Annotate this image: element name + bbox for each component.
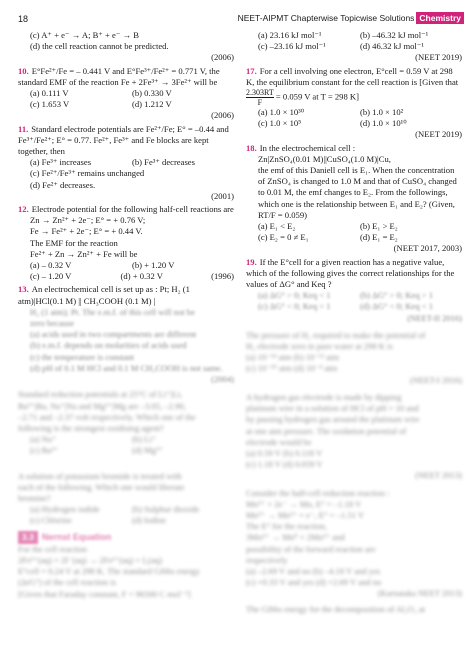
option-c: (c) Chlorine xyxy=(30,515,72,526)
question-number: 19. xyxy=(246,256,257,267)
question-19 xyxy=(246,257,462,291)
blurred-block xyxy=(246,290,462,324)
question-10 xyxy=(18,66,234,88)
section-title: Nernst Equation xyxy=(41,531,112,542)
blurred-line: The Gibbs energy for the decomposition of Al₂O₃ at xyxy=(246,603,426,614)
fraction-numerator: 2.303RT xyxy=(246,88,274,98)
blurred-line: following is the strongest oxidising agent? xyxy=(18,422,164,433)
blurred-line: at one atm pressure. The oxidation potential of xyxy=(246,425,407,436)
reaction-line: Zn → Zn²⁺ + 2e⁻; E° = + 0.76 V; xyxy=(30,215,146,226)
blurred-line: (a) acids used in two compartments are different xyxy=(30,329,197,340)
year-tag: (2006) xyxy=(211,52,234,63)
blurred-line: electrode would be xyxy=(246,436,312,447)
blurred-question-21 xyxy=(246,392,462,482)
blurred-line: 2Fe³⁺(aq) + 2I⁻(aq) → 2Fe²⁺(aq) + I₂(aq) xyxy=(18,554,163,565)
year-tag: (NEET 2019) xyxy=(415,52,462,63)
blurred-line: (a) 0.59 V (b) 0.118 V xyxy=(246,447,323,458)
option-b: (b) 1.0 × 10² xyxy=(360,107,404,118)
option-b: (b) Li⁺ xyxy=(132,434,157,445)
year-tag: (2001) xyxy=(211,190,234,201)
question-text: Standard electrode potentials are Fe²⁺/Fe; E° = –0.44 and Fe³⁺/Fe²⁺; E° = 0.77. Fe²⁺, Fe³⁺ and Fe blocks are kept together, then xyxy=(18,123,229,157)
option-b: (b) + 1.20 V xyxy=(132,260,175,271)
blurred-line: The E° for the reaction, xyxy=(246,521,327,532)
option-a: (a) 23.16 kJ mol⁻¹ xyxy=(258,30,322,40)
option-c: (c) – 1.20 V xyxy=(30,271,72,282)
blurred-line: each of the following. Which one would liberate xyxy=(18,481,185,492)
page-number: 18 xyxy=(18,14,29,24)
option-a: (a) – 0.32 V xyxy=(30,260,72,271)
option-b: (b) E₁ > E₂ xyxy=(360,221,398,232)
blurred-line: bromine? xyxy=(18,492,51,503)
blurred-question-23 xyxy=(246,604,462,615)
year-tag: (Karnataka NEET 2013) xyxy=(377,588,462,599)
option-b: (b) ΔG° > 0; Keq > 1 xyxy=(360,290,434,301)
blurred-question-16 xyxy=(18,544,234,600)
right-column xyxy=(246,30,462,615)
option-d: (d) 1.212 V xyxy=(132,99,172,110)
question-11 xyxy=(18,124,234,158)
blurred-line: [Given that Faraday constant, F = 96500 C mol⁻¹] xyxy=(18,588,191,599)
blurred-line: platinum wire in a solution of HCl of pH = 10 and xyxy=(246,403,419,414)
blurred-line: Mn²⁺ + 2e⁻ → Mn, E° = –1.18 V xyxy=(246,498,362,509)
section-heading xyxy=(18,531,234,544)
question-text-tail: = 0.059 V at T = 298 K] xyxy=(275,91,359,102)
option-a: (a) Fe³⁺ increases xyxy=(30,157,92,168)
option-c: (c) –23.16 kJ mol⁻¹ xyxy=(258,41,326,52)
question-number: 10. xyxy=(18,65,29,76)
blurred-line: (c) 1.18 V (d) 0.059 V xyxy=(246,459,323,470)
option-d: (d) 46.32 kJ mol⁻¹ xyxy=(360,41,424,52)
year-tag: (1996) xyxy=(211,271,235,282)
question-number: 17. xyxy=(246,65,257,76)
option-c: (c) A⁺ + e⁻ → A; B⁺ + e⁻ → B xyxy=(30,30,139,40)
running-header xyxy=(238,12,464,24)
blurred-question-20 xyxy=(246,330,462,386)
blurred-line: H₂ (1 atm); Pt. The e.m.f. of this cell will not be xyxy=(30,306,195,317)
blurred-line: (c) +0.33 V and yes (d) +2.69 V and no xyxy=(246,577,382,588)
option-d: (d) + 0.32 V xyxy=(120,271,163,282)
question-12 xyxy=(18,204,234,215)
option-d: (d) ΔG° < 0; Keq < 1 xyxy=(360,301,434,312)
blurred-line: E°cell = 0.24 V at 298 K. The standard Gibbs energy xyxy=(18,566,200,577)
option-a: (a) E₁ < E₂ xyxy=(258,221,296,232)
blurred-line: possibility of the forward reaction are xyxy=(246,543,376,554)
blurred-line: For the cell reaction xyxy=(18,543,87,554)
fraction xyxy=(246,88,274,107)
blurred-line: Mn²⁺ → Mn³⁺ + e⁻, E° = –1.51 V xyxy=(246,509,365,520)
option-d: (d) the cell reaction cannot be predicted. xyxy=(30,41,169,52)
option-a: (a) ΔG° > 0; Keq < 1 xyxy=(258,290,331,301)
blurred-line: Consider the half-cell reduction reaction : xyxy=(246,487,390,498)
year-tag: (2006) xyxy=(211,110,234,121)
question-number: 11. xyxy=(18,123,29,134)
fraction-denominator: F xyxy=(257,98,263,108)
blurred-line: (a) –2.69 V and no (b) –4.18 V and yes xyxy=(246,565,381,576)
question-number: 13. xyxy=(18,284,29,295)
question-13 xyxy=(18,284,234,306)
option-d: (d) Iodine xyxy=(132,515,167,526)
question-text: If the E°cell for a given reaction has a negative value, which of the following gives the correct relationships for the values of ΔG° and Keq ? xyxy=(246,256,455,290)
year-tag: (NEET-II 2016) xyxy=(407,312,462,323)
reaction-line: Fe → Fe²⁺ + 2e⁻; E° = + 0.44 V. xyxy=(30,226,143,237)
option-b: (b) 0.330 V xyxy=(132,88,172,99)
option-c: (c) Fe²⁺/Fe³⁺ remains unchanged xyxy=(30,168,145,179)
option-c: (c) ΔG° < 0; Keq > 1 xyxy=(258,301,331,312)
blurred-line: 3Mn²⁺ → Mn⁰ + 2Mn³⁺ and xyxy=(246,532,345,543)
option-d: (d) Fe²⁺ decreases. xyxy=(30,179,96,190)
blurred-line: A hydrogen gas electrode is made by dipping xyxy=(246,391,402,402)
option-b: (b) Sulphur dioxide xyxy=(132,504,200,515)
section-number: 3.3 xyxy=(18,531,38,544)
option-a: (a) Hydrogen iodide xyxy=(30,504,100,515)
option-a: (a) 0.111 V xyxy=(30,88,69,99)
blurred-line: A solution of potassium bromide is treated with xyxy=(18,470,182,481)
year-tag: (NEET 2013) xyxy=(415,470,462,481)
blurred-line: H₂ electrode zero in pure water at 298 K is xyxy=(246,341,393,352)
year-tag: (NEET-I 2016) xyxy=(410,374,462,385)
year-tag: (2004) xyxy=(211,374,234,385)
blurred-line: The pressure of H₂ required to make the potential of xyxy=(246,329,426,340)
blurred-line: zero because xyxy=(30,318,75,329)
blurred-line: respectively xyxy=(246,554,288,565)
blurred-line: –2.71 and –2.37 volt respectively. Which one of the xyxy=(18,411,196,422)
option-d: (d) 1.0 × 10¹⁰ xyxy=(360,118,407,129)
option-c: (c) E₂ = 0 ≠ E₁ xyxy=(258,232,309,243)
question-text: For a cell involving one electron, E°cell = 0.59 V at 298 K, the equilibrium constant for the cell reaction is [Given that xyxy=(246,65,459,87)
option-d: (d) E₁ = E₂ xyxy=(360,232,398,243)
blurred-question-14 xyxy=(18,389,234,456)
year-tag: (NEET 2017, 2003) xyxy=(393,243,462,254)
blurred-line: by passing hydrogen gas around the platinum wire xyxy=(246,414,420,425)
blurred-line: (c) the temperature is constant xyxy=(30,351,135,362)
question-number: 18. xyxy=(246,142,257,153)
reaction-line: The EMF for the reaction xyxy=(30,237,118,248)
question-18 xyxy=(246,143,462,154)
option-b: (b) –46.32 kJ mol⁻¹ xyxy=(360,30,429,40)
question-body: the emf of this Daniell cell is E₁. When the concentration of ZnSO₄ is changed to 1.0 M and that of CuSO₄ changed to 0.01 M, the emf changes to E₂. From the followings, which one is the relationship between E₁ and E₂? (Given, RT/F = 0.059) xyxy=(258,165,457,220)
reaction-line: Fe²⁺ + Zn → Zn²⁺ + Fe will be xyxy=(30,248,138,259)
blurred-block xyxy=(18,307,234,385)
blurred-line: (ΔrG°) of the cell reaction is xyxy=(18,577,116,588)
book-title: NEET-AIPMT Chapterwise Topicwise Solutions xyxy=(237,13,415,23)
cell-notation: Zn|ZnSO₄(0.01 M)||CuSO₄(1.0 M)|Cu, xyxy=(258,153,391,164)
year-tag: (NEET 2019) xyxy=(415,129,462,140)
blurred-question-15 xyxy=(18,471,234,527)
option-c: (c) Ba²⁺ xyxy=(30,445,59,456)
question-17 xyxy=(246,66,462,107)
question-text: An electrochemical cell is set up as : Pt; H₂ (1 atm)|HCl(0.1 M) || CH₃COOH (0.1 M) | xyxy=(18,284,190,306)
question-text: Electrode potential for the following half-cell reactions are xyxy=(31,204,234,215)
blurred-line: (c) 10⁻¹⁰ atm (d) 10⁻⁴ atm xyxy=(246,363,338,374)
question-number: 12. xyxy=(18,204,29,215)
question-text: E°Fe²⁺/Fe = – 0.441 V and E°Fe³⁺/Fe²⁺ = 0.771 V, the standard EMF of the reaction Fe + 2Fe³⁺ → 3Fe²⁺ will be xyxy=(18,65,220,87)
option-c: (c) 1.653 V xyxy=(30,99,70,110)
option-a: (a) 1.0 × 10³⁰ xyxy=(258,107,305,118)
option-a: (a) Na⁺ xyxy=(30,434,57,445)
option-d: (d) Mg²⁺ xyxy=(132,445,164,456)
blurred-line: Ba²⁺|Ba, Na⁺|Na and Mg²⁺|Mg are –3.05, –2.90, xyxy=(18,400,186,411)
blurred-line: Standard reduction potentials at 25°C of Li⁺|Li, xyxy=(18,389,183,400)
option-c: (c) 1.0 × 10⁵ xyxy=(258,118,302,129)
option-b: (b) Fe³⁺ decreases xyxy=(132,157,195,168)
question-text: In the electrochemical cell : xyxy=(259,142,356,153)
left-column xyxy=(18,30,234,600)
subject-badge: Chemistry xyxy=(416,12,464,24)
blurred-line: (d) pH of 0.1 M HCl and 0.1 M CH₃COOH is not same. xyxy=(30,362,223,373)
blurred-line: (a) 10⁻¹⁴ atm (b) 10⁻¹² atm xyxy=(246,352,340,363)
blurred-line: (b) e.m.f. depends on molarities of acids used xyxy=(30,340,187,351)
blurred-question-22 xyxy=(246,488,462,600)
